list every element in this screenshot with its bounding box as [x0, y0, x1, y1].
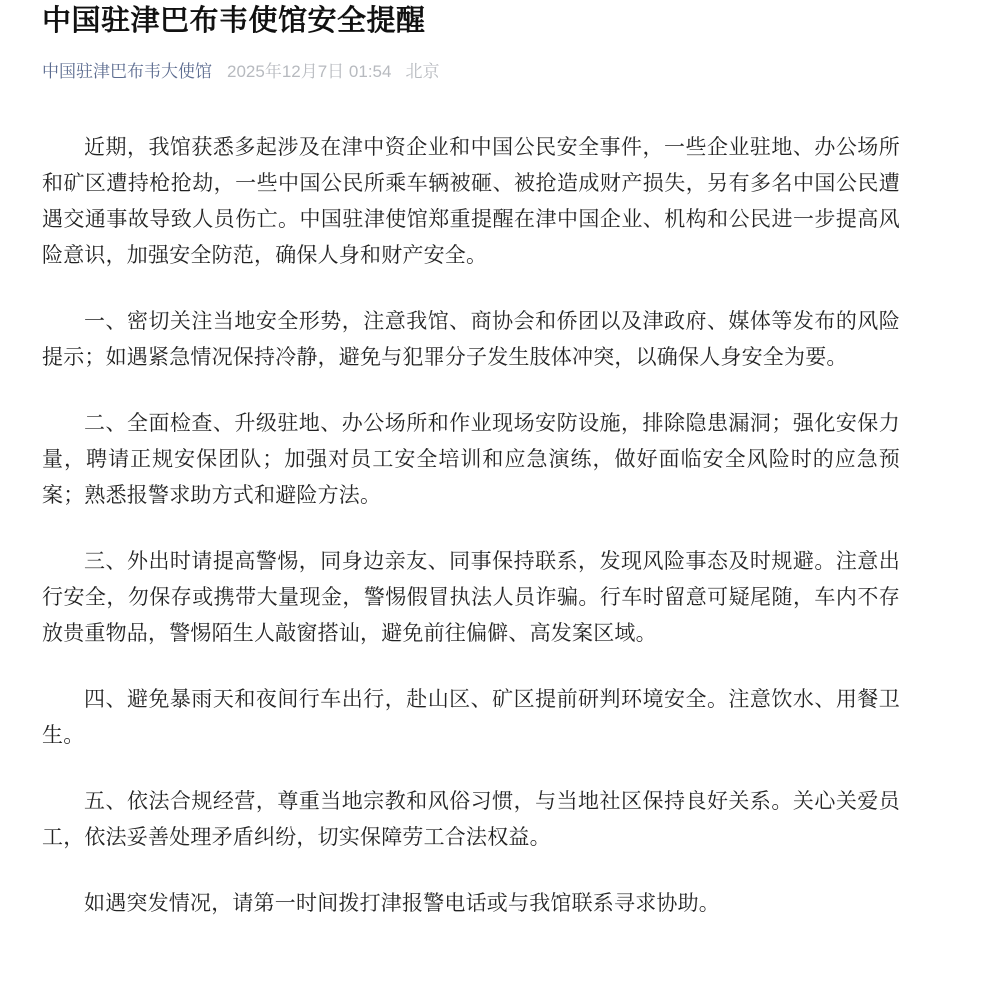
- byline: [42, 61, 900, 83]
- article-body: [42, 130, 900, 922]
- publish-datetime: 2025年12月7日 01:54: [227, 62, 392, 81]
- source-account-link[interactable]: 中国驻津巴布韦大使馆: [42, 62, 212, 81]
- paragraph-item-1: 一、密切关注当地安全形势，注意我馆、商协会和侨团以及津政府、媒体等发布的风险提示；如遇紧急情况保持冷静，避免与犯罪分子发生肢体冲突，以确保人身安全为要。: [42, 310, 900, 369]
- paragraph-item-2: 二、全面检查、升级驻地、办公场所和作业现场安防设施，排除隐患漏洞；强化安保力量，聘请正规安保团队；加强对员工安全培训和应急演练，做好面临安全风险时的应急预案；熟悉报警求助方式和避险方法。: [42, 412, 900, 507]
- paragraph-intro: 近期，我馆获悉多起涉及在津中资企业和中国公民安全事件，一些企业驻地、办公场所和矿区遭持枪抢劫，一些中国公民所乘车辆被砸、被抢造成财产损失，另有多名中国公民遭遇交通事故导致人员伤亡。中国驻津使馆郑重提醒在津中国企业、机构和公民进一步提高风险意识，加强安全防范，确保人身和财产安全。: [42, 136, 900, 267]
- paragraph-item-4: 四、避免暴雨天和夜间行车出行，赴山区、矿区提前研判环境安全。注意饮水、用餐卫生。: [42, 688, 900, 747]
- paragraph-item-3: 三、外出时请提高警惕，同身边亲友、同事保持联系，发现风险事态及时规避。注意出行安全，勿保存或携带大量现金，警惕假冒执法人员诈骗。行车时留意可疑尾随，车内不存放贵重物品，警惕陌生人敲窗搭讪，避免前往偏僻、高发案区域。: [42, 550, 900, 645]
- publish-location: 北京: [405, 62, 440, 81]
- paragraph-outro: 如遇突发情况，请第一时间拨打津报警电话或与我馆联系寻求协助。: [84, 892, 720, 915]
- paragraph-item-5: 五、依法合规经营，尊重当地宗教和风俗习惯，与当地社区保持良好关系。关心关爱员工，依法妥善处理矛盾纠纷，切实保障劳工合法权益。: [42, 790, 900, 849]
- article-container: [42, 0, 900, 922]
- article-title: 中国驻津巴布韦使馆安全提醒: [42, 5, 426, 37]
